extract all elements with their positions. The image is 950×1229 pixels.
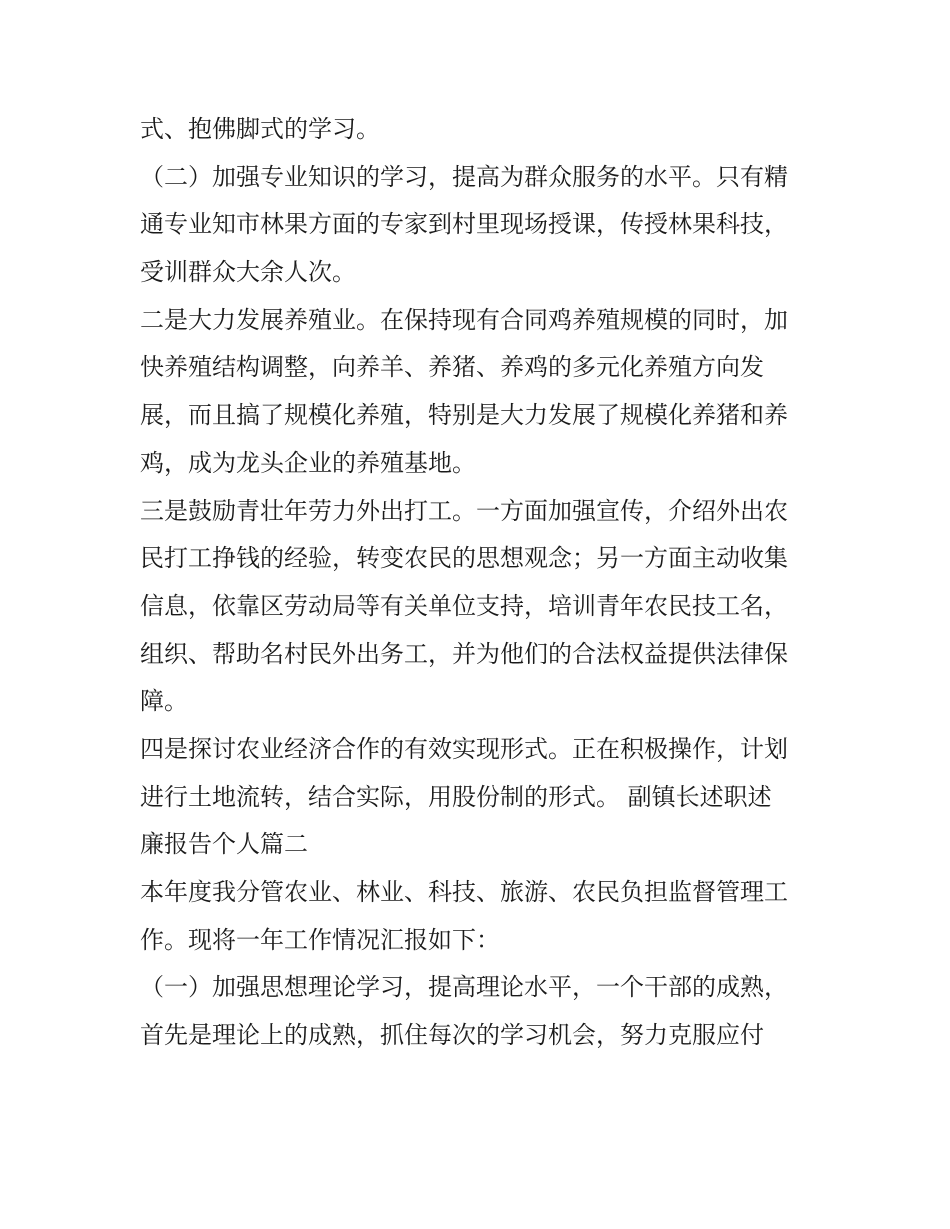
text-line: 通专业知市林果方面的专家到村里现场授课，传授林果科技，	[140, 210, 788, 239]
text-line: 民打工挣钱的经验，转变农民的思想观念；另一方面主动收集	[140, 544, 788, 573]
text-line: 展，而且搞了规模化养殖，特别是大力发展了规模化养猪和养	[140, 401, 788, 430]
text-line: 三是鼓励青壮年劳力外出打工。一方面加强宣传，介绍外出农	[140, 496, 788, 525]
section-heading-line: 廉报告个人篇二	[140, 830, 308, 859]
text-line: 信息，依靠区劳动局等有关单位支持，培训青年农民技工名，	[140, 591, 788, 620]
text-line: 鸡，成为龙头企业的养殖基地。	[140, 448, 476, 477]
text-line: 进行土地流转，结合实际，用股份制的形式。 副镇长述职述	[140, 782, 772, 811]
text-line: 快养殖结构调整，向养羊、养猪、养鸡的多元化养殖方向发	[140, 353, 764, 382]
text-line: 作。现将一年工作情况汇报如下：	[140, 925, 500, 954]
text-line: 受训群众大余人次。	[140, 258, 356, 287]
text-line: 四是探讨农业经济合作的有效实现形式。正在积极操作，计划	[140, 734, 788, 763]
text-line: （一）加强思想理论学习，提高理论水平，一个干部的成熟，	[140, 973, 788, 1002]
text-line: 障。	[140, 687, 188, 716]
text-line: 式、抱佛脚式的学习。	[140, 115, 380, 143]
text-line: 首先是理论上的成熟，抓住每次的学习机会，努力克服应付	[140, 1021, 764, 1050]
text-line: （二）加强专业知识的学习，提高为群众服务的水平。只有精	[140, 162, 788, 191]
body-text	[140, 106, 820, 1060]
text-line: 本年度我分管农业、林业、科技、旅游、农民负担监督管理工	[140, 878, 788, 906]
text-line: 二是大力发展养殖业。在保持现有合同鸡养殖规模的同时，加	[140, 305, 788, 334]
text-line: 组织、帮助名村民外出务工，并为他们的合法权益提供法律保	[140, 639, 788, 668]
